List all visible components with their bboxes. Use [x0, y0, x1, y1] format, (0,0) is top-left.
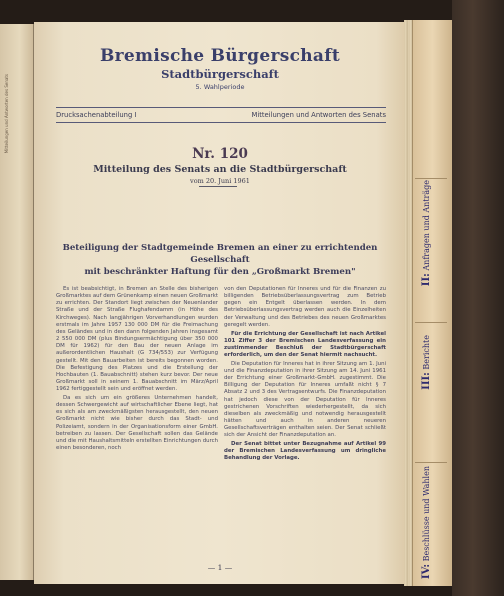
binder-cover: [452, 0, 504, 596]
tab-text: Beschlüsse und Wahlen: [422, 466, 431, 562]
tab-numeral: II:: [421, 273, 432, 287]
document-date: vom 20. Juni 1961: [190, 177, 250, 185]
title-divider: [199, 186, 237, 187]
tab-section-ii[interactable]: [421, 180, 432, 286]
subject-heading-line-1: Beteiligung der Stadtgemeinde Bremen an einer zu errichtenden Gesellschaft: [62, 243, 378, 265]
parliament-title: Bremische Bürgerschaft: [99, 46, 340, 66]
previous-page-text: Mitteilungen und Antworten des Senats: [4, 74, 9, 154]
subject-heading-line-2: mit beschränkter Haftung für den „Großmarkt Bremen": [84, 267, 356, 277]
document-title: Mitteilung des Senats an die Stadtbürgerschaft: [93, 164, 347, 175]
header-rule-top: [56, 107, 386, 108]
subject-heading: [54, 242, 386, 278]
paragraph-bold: Für die Errichtung der Gesellschaft ist nach Artikel 101 Ziffer 3 der Bremischen Landesverfassung ein zustimmender Beschluß der Stadtbürgerschaft erforderlich, um den der Senat hiermit nachsucht.: [224, 330, 386, 358]
paragraph: Da es sich um ein größeres Unternehmen handelt, dessen Schwergewicht auf wirtschaftlicher Ebene liegt, hat es sich als am zweckmäßigsten herausgestellt, den neuen Großmarkt nicht wie bisher durch das Stadt- und Polizeiamt, sondern in der Organisationsform einer GmbH. betreiben zu lassen. Der Gesellschaft sollen das Gelände und die mit Haushaltsmitteln erstellten Einrichtungen durch einen besonderen, noch: [56, 394, 219, 452]
tab-divider: [415, 462, 447, 463]
chamber-subtitle: Stadtbürgerschaft: [161, 67, 279, 81]
header-rule-bottom: [56, 122, 386, 123]
tab-section-iii[interactable]: [421, 335, 432, 390]
tab-divider: [415, 178, 447, 179]
paragraph-bold: Der Senat bittet unter Bezugnahme auf Artikel 99 der Bremischen Landesverfassung um dringliche Behandlung der Vorlage.: [224, 441, 386, 462]
page-number: — 1 —: [207, 563, 233, 572]
paragraph: von den Deputationen für Inneres und für die Finanzen zu billigenden Betriebsüberlassungsvertrag zum Betrieb gegen ein Entgelt überlassen werden. In dem Betriebsüberlassungsvertrag werden auch die Einzelheiten der Verwaltung und des Betriebes des neuen Großmarktes geregelt werden.: [224, 286, 386, 328]
meta-row: [56, 111, 386, 119]
document-number: Nr. 120: [192, 146, 248, 162]
body-column-left: [56, 286, 218, 454]
paragraph: Die Deputation für Inneres hat in ihrer Sitzung am 1. Juni und die Finanzdeputation in ihrer Sitzung am 14. Juni 1961 der Errichtung einer Großmarkt-GmbH. zugestimmt. Die Billigung der Deputation für Inneres umfaßt nicht § 7 Absatz 2 und 3 des Vertragsentwurfs. Die Finanzdeputation hat jedoch diese von der Deputation für Inneres gestrichenen Vorschriften wiederhergestellt, da sich dieselben als zweckmäßig und notwendig herausgestellt hätten und auch in anderen neueren Gesellschaftsverträgen enthalten seien. Der Senat schließt sich der Ansicht der Finanzdeputation an.: [224, 360, 386, 439]
register-tab-strip: [412, 20, 452, 586]
document-page: [34, 22, 406, 584]
tab-numeral: III:: [421, 372, 432, 390]
tab-text: Anfragen und Anträge: [422, 180, 431, 271]
paragraph: Es ist beabsichtigt, in Bremen an Stelle des bisherigen Großmarktes auf dem Grünenkamp einen neuen Großmarkt zu errichten. Der Standort liegt zwischen der Neuenlander Straße und der Straße Flughafendamm (in Höhe des Kirchweges). Nach langjährigen Vorverhandlungen wurden erstmals im Jahre 1957 130 000 DM für die Freimachung des Geländes und in den dann folgenden Jahren insgesamt 2 550 000 DM (plus Bindungsermächtigung über 350 000 DM für 1962) für den Bau der neuen Anlage im außerordentlichen Haushalt (G 734/553) zur Verfügung gestellt. Mit den Bauarbeiten ist bereits begonnen worden. Die Befestigung des Platzes und die Erstellung der Hochbauten (1. Bauabschnitt) stehen kurz bevor. Der neue Großmarkt soll in seinem 1. Bauabschnitt im März/April 1962 fertiggestellt sein und eröffnet werden.: [56, 286, 218, 393]
document-header: [34, 46, 406, 91]
tab-numeral: IV:: [421, 563, 432, 580]
section-label: Mitteilungen und Antworten des Senats: [251, 111, 386, 119]
department-label: Drucksachenabteilung I: [56, 111, 137, 119]
session-label: 5. Wahlperiode: [195, 83, 245, 91]
previous-page-edge: [0, 24, 34, 580]
body-column-right: [224, 286, 386, 464]
tab-section-iv[interactable]: [421, 466, 432, 579]
tab-text: Berichte: [422, 335, 431, 370]
tab-divider: [415, 322, 447, 323]
